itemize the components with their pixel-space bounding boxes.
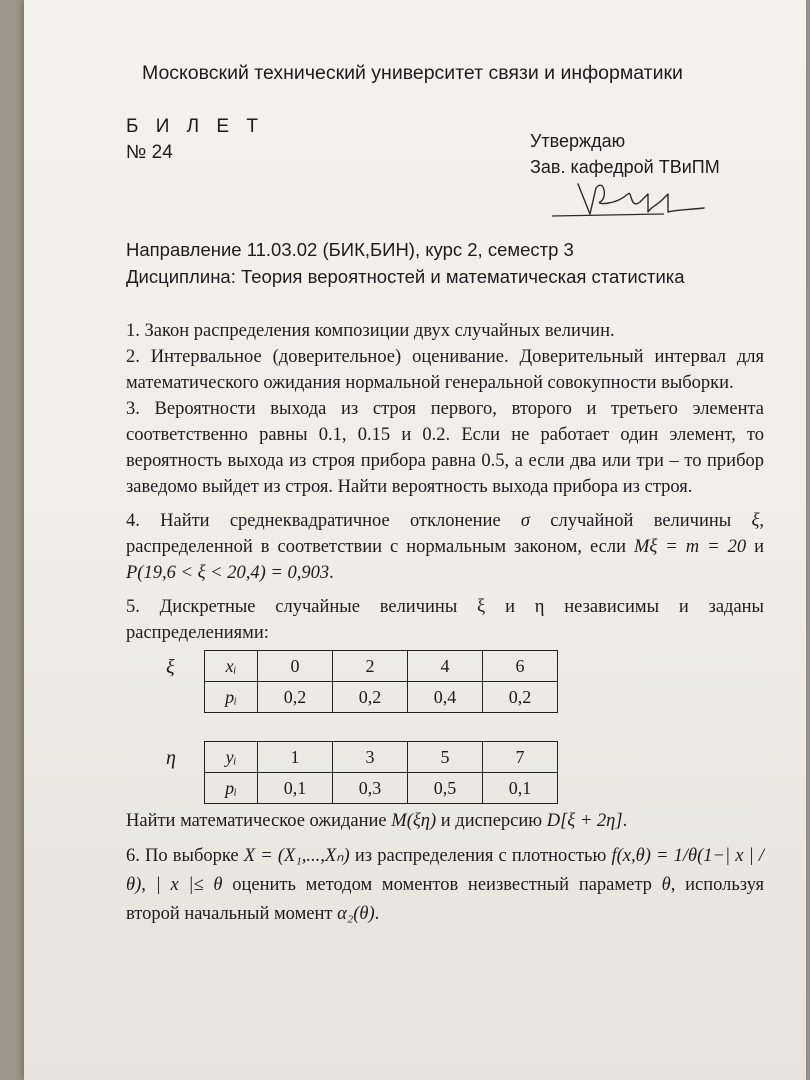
table-header-cell: pᵢ: [205, 682, 258, 713]
table-cell: 2: [333, 651, 408, 682]
table-header-cell: yᵢ: [205, 742, 258, 773]
xi-table: [204, 650, 558, 713]
table-cell: 0,5: [408, 773, 483, 804]
q4-text-c: , распределенной в соответствии с нормальным законом, если: [126, 511, 765, 557]
eta-table: [204, 741, 558, 804]
q6-theta: θ: [661, 875, 671, 895]
q6-text-b: из распределения с плотностью: [354, 846, 607, 866]
q4-formula-mean: Mξ = m = 20: [633, 537, 747, 557]
q4-sigma: σ: [520, 511, 531, 531]
q4-text-b: случайной величины: [550, 511, 732, 531]
table-row: [205, 773, 558, 804]
university-title: Московский технический университет связи и информатики: [142, 62, 683, 84]
q5-end: .: [622, 811, 628, 831]
q6-end: .: [374, 904, 380, 924]
q5-variance: D[ξ + 2η]: [546, 811, 623, 831]
table-cell: 7: [483, 742, 558, 773]
table-cell: 0,2: [333, 682, 408, 713]
eta-symbol: η: [166, 747, 176, 769]
table-cell: 0: [258, 651, 333, 682]
discipline-line: Дисциплина: Теория вероятностей и математическая статистика: [126, 266, 685, 287]
table-cell: 0,3: [333, 773, 408, 804]
table-cell: 3: [333, 742, 408, 773]
question-3: 3. Вероятности выхода из строя первого, второго и третьего элемента соответственно равны 0.1, 0.15 и 0.2. Если не работает один элемент, то вероятность выхода из строя прибора равна 0.5, а если два или три – то прибор заведомо выйдет из строя. Найти вероятность выхода прибора из строя.: [126, 399, 764, 497]
ticket-number: № 24: [126, 142, 173, 163]
q5-text-b: и дисперсию: [440, 811, 543, 831]
table-cell: 1: [258, 742, 333, 773]
table-cell: 0,2: [258, 682, 333, 713]
signature-image: [544, 172, 724, 232]
q6-text-d: , используя второй начальный момент: [126, 875, 764, 924]
q4-end: .: [329, 563, 334, 583]
q6-moment: α₂(θ): [337, 904, 375, 924]
table-cell: 0,1: [258, 773, 333, 804]
xi-symbol: ξ: [166, 656, 175, 678]
question-4: [126, 508, 764, 586]
table-cell: 0,2: [483, 682, 558, 713]
q4-and: и: [754, 537, 765, 557]
eta-distribution: [166, 741, 764, 804]
q4-xi: ξ: [751, 511, 760, 531]
direction-line: Направление 11.03.02 (БИК,БИН), курс 2, семестр 3: [126, 239, 574, 260]
q5-text-a: Найти математическое ожидание: [126, 811, 387, 831]
table-cell: 0,1: [483, 773, 558, 804]
table-header-cell: pᵢ: [205, 773, 258, 804]
table-row: [205, 742, 558, 773]
question-5-intro: 5. Дискретные случайные величины ξ и η независимы и заданы распределениями:: [126, 597, 764, 643]
table-row: [205, 651, 558, 682]
question-1: 1. Закон распределения композиции двух случайных величин.: [126, 321, 615, 341]
question-5-task: [126, 808, 764, 834]
ticket-label: Б И Л Е Т: [126, 116, 264, 137]
table-cell: 0,4: [408, 682, 483, 713]
table-cell: 5: [408, 742, 483, 773]
q4-formula-prob: P(19,6 < ξ < 20,4) = 0,903: [126, 563, 330, 583]
approver-title: Зав. кафедрой ТВиПМ: [530, 157, 720, 177]
approve-label: Утверждаю: [530, 131, 626, 151]
q6-condition: | x |≤ θ: [155, 875, 223, 895]
q6-sample: X = (X₁,...,Xₙ): [243, 846, 350, 866]
ticket-sheet: [24, 0, 806, 1080]
course-info: [126, 236, 685, 290]
table-header-cell: xᵢ: [205, 651, 258, 682]
q6-text-a: 6. По выборке: [126, 846, 239, 866]
q6-text-c: оценить методом моментов неизвестный параметр: [232, 875, 652, 895]
questions-body: [126, 318, 764, 929]
q5-expectation: M(ξη): [391, 811, 437, 831]
question-2: 2. Интервальное (доверительное) оценивание. Доверительный интервал для математического ожидания нормальной генеральной совокупности выборки.: [126, 347, 764, 393]
xi-distribution: [166, 650, 764, 713]
q4-text-a: 4. Найти среднеквадратичное отклонение: [126, 511, 501, 531]
question-6: [126, 842, 764, 929]
table-cell: 6: [483, 651, 558, 682]
table-cell: 4: [408, 651, 483, 682]
table-row: [205, 682, 558, 713]
q6-density: f(x,θ) = 1/θ(1−| x | /θ),: [126, 846, 764, 895]
